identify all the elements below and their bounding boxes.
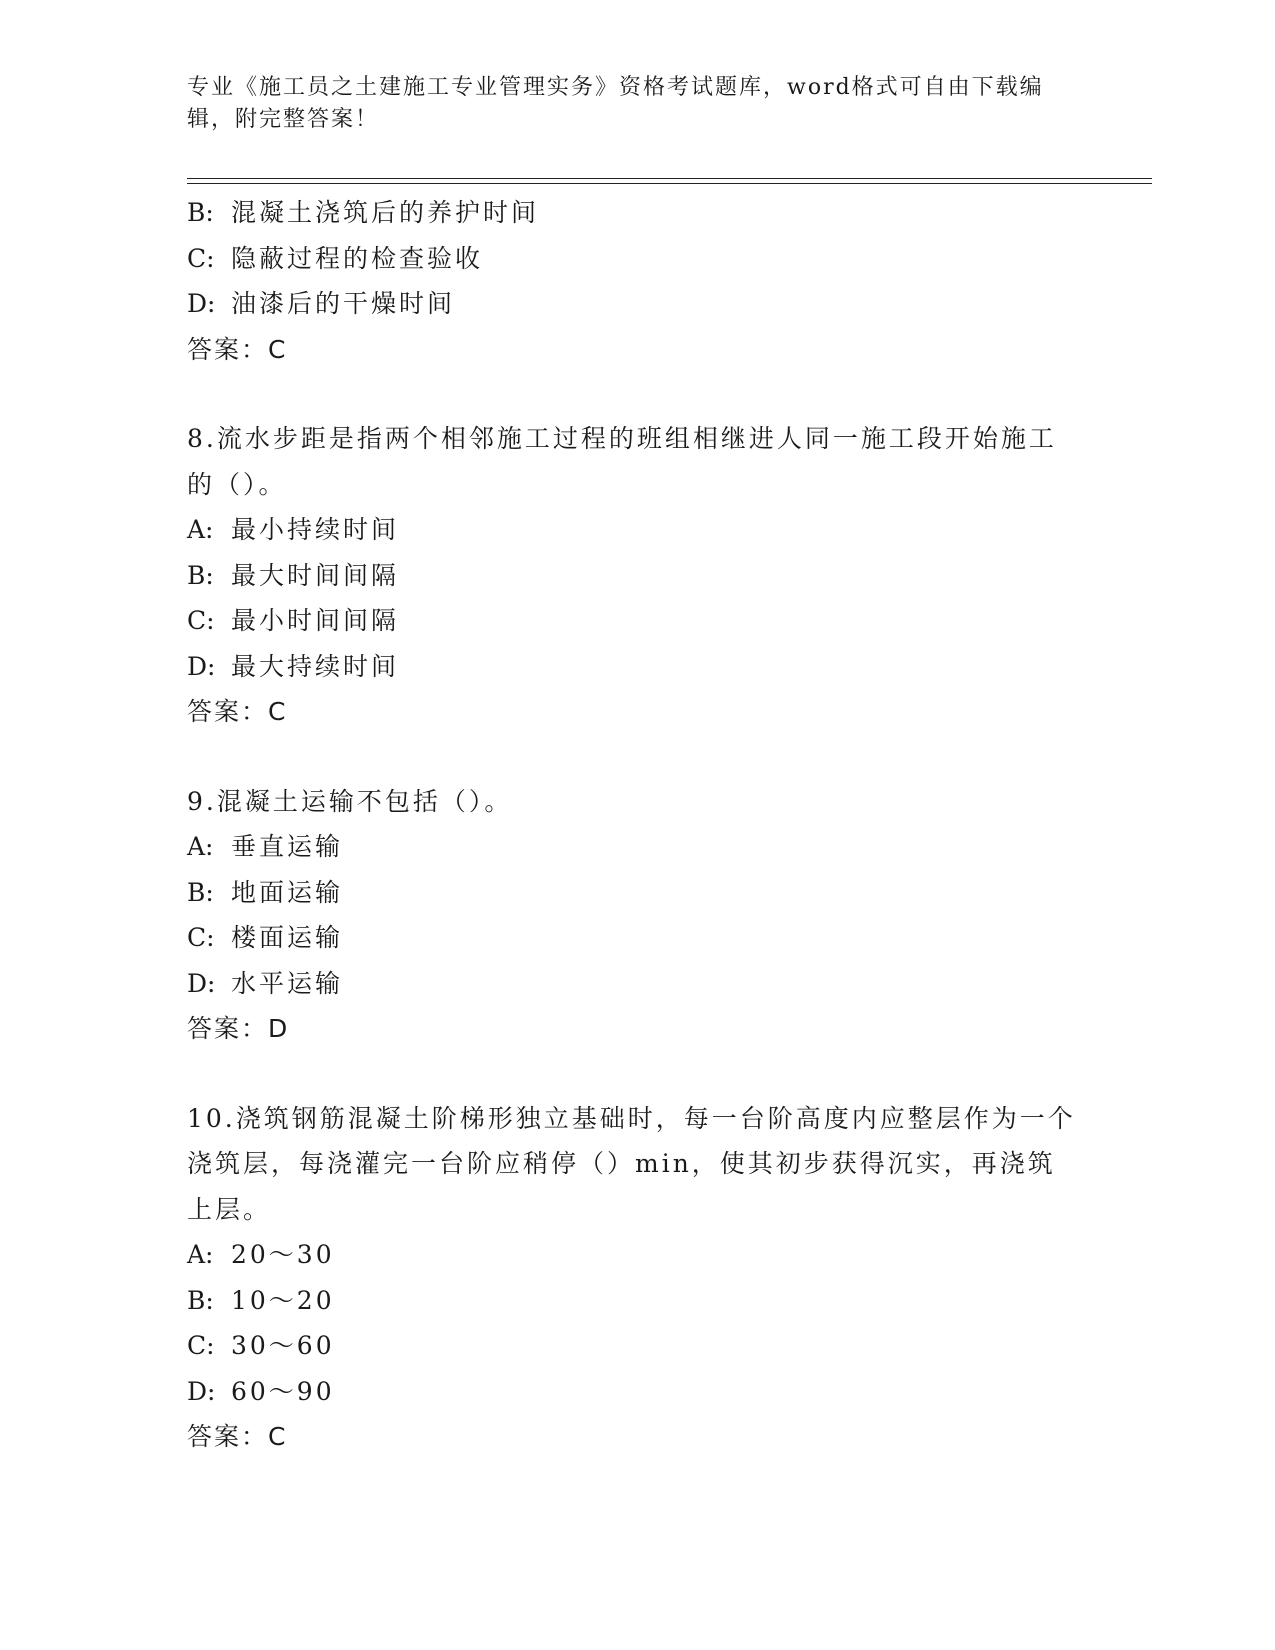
- document-header: 专业《施工员之土建施工专业管理实务》资格考试题库，word格式可自由下载编辑，附完整答案！: [187, 75, 1044, 132]
- option-d: D: 油漆后的干燥时间: [187, 289, 456, 318]
- option-a: A: 垂直运输: [187, 832, 344, 861]
- option-d: D: 60～90: [187, 1376, 335, 1406]
- answer-line: 答案：C: [187, 334, 288, 364]
- answer-line: 答案：C: [187, 1422, 288, 1451]
- question-stem: 10.浇筑钢筋混凝土阶梯形独立基础时，每一台阶高度内应整层作为一个浇筑层，每浇灌完一台阶应稍停（）min，使其初步获得沉实，再浇筑上层。: [187, 1103, 1076, 1224]
- question-10: [187, 1096, 1077, 1460]
- question-continued: [187, 190, 1077, 372]
- question-stem: 8.流水步距是指两个相邻施工过程的班组相继进人同一施工段开始施工的（）。: [187, 424, 1057, 499]
- option-c: C: 隐蔽过程的检查验收: [187, 243, 484, 273]
- option-d: D: 最大持续时间: [187, 651, 400, 681]
- option-b: B: 地面运输: [187, 877, 344, 907]
- question-stem: 9.混凝土运输不包括（）。: [187, 786, 513, 816]
- option-c: C: 最小时间间隔: [187, 606, 400, 635]
- option-b: B: 10～20: [187, 1285, 335, 1315]
- answer-line: 答案：D: [187, 1014, 290, 1043]
- question-9: [187, 779, 1077, 1052]
- header-divider-bottom: [187, 183, 1152, 184]
- option-d: D: 水平运输: [187, 968, 344, 998]
- option-a: A: 20～30: [187, 1240, 335, 1269]
- option-b: B: 最大时间间隔: [187, 560, 400, 590]
- option-b: B: 混凝土浇筑后的养护时间: [187, 198, 540, 227]
- header-divider-top: [187, 178, 1152, 179]
- question-8: [187, 416, 1077, 735]
- answer-line: 答案：C: [187, 697, 288, 726]
- question-list: [187, 190, 1077, 1460]
- option-a: A: 最小持续时间: [187, 515, 400, 544]
- option-c: C: 30～60: [187, 1331, 335, 1360]
- option-c: C: 楼面运输: [187, 923, 344, 952]
